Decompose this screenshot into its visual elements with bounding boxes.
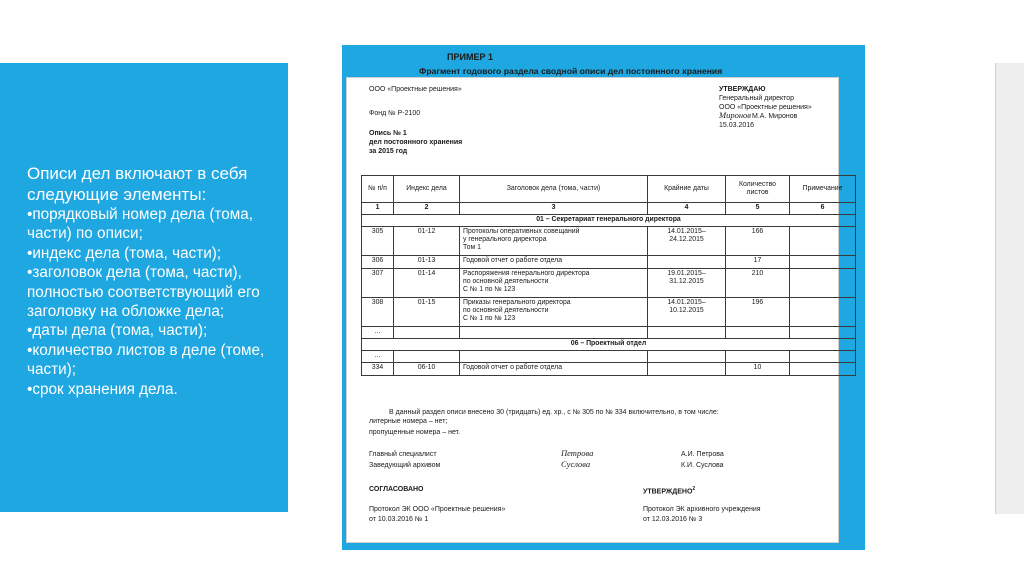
title-line: Распоряжения генерального директора <box>463 270 590 277</box>
signer-name: К.И. Суслова <box>681 462 724 469</box>
document-page <box>346 77 843 543</box>
cell-note <box>790 298 856 327</box>
column-number: 4 <box>648 203 726 215</box>
signer-signature: Петрова <box>561 448 594 458</box>
title-line: по основной деятельности <box>463 307 549 314</box>
header-number: № п/п <box>362 176 394 203</box>
table-row <box>362 363 856 376</box>
signer-position: Главный специалист <box>369 451 437 458</box>
cell-note <box>790 269 856 298</box>
approved-title-text: УТВЕРЖДЕНО <box>643 488 693 496</box>
example-label: ПРИМЕР 1 <box>447 52 493 62</box>
cell-empty <box>726 327 790 339</box>
header-title: Заголовок дела (тома, части) <box>460 176 648 203</box>
cell-sheets: 166 <box>726 227 790 256</box>
cell-empty <box>648 327 726 339</box>
list-item: •заголовок дела (тома, части), полностью соответствующий его заголовку на обложке дела; <box>27 264 260 321</box>
table-row <box>362 256 856 269</box>
table-row <box>362 269 856 298</box>
section-row <box>362 339 856 351</box>
cell-dates <box>648 227 726 256</box>
title-line: С № 1 по № 123 <box>463 286 516 293</box>
cell-ellipsis: ... <box>362 351 394 363</box>
date-line: 10.12.2015 <box>669 307 704 314</box>
cell-dates <box>648 269 726 298</box>
document-container <box>342 45 865 550</box>
header-note: Примечание <box>790 176 856 203</box>
cell-sheets: 196 <box>726 298 790 327</box>
signer-position: Заведующий архивом <box>369 462 441 469</box>
title-line: по основной деятельности <box>463 278 549 285</box>
cell-title: Годовой отчет о работе отдела <box>460 363 648 376</box>
approve-position: Генеральный директор <box>719 95 795 102</box>
header-index: Индекс дела <box>394 176 460 203</box>
cell-note <box>790 227 856 256</box>
approved-line: от 12.03.2016 № 3 <box>643 516 703 523</box>
cell-number: 306 <box>362 256 394 269</box>
right-decoration-bar <box>995 63 1024 514</box>
agreed-line: от 10.03.2016 № 1 <box>369 516 429 523</box>
cell-note <box>790 363 856 376</box>
cell-dates <box>648 363 726 376</box>
cell-index: 06-10 <box>394 363 460 376</box>
left-panel <box>0 63 288 512</box>
cell-index: 01-14 <box>394 269 460 298</box>
section-title: 01 – Секретариат генерального директора <box>362 215 856 227</box>
inventory-number: Опись № 1 <box>369 130 407 137</box>
cell-number: 308 <box>362 298 394 327</box>
approve-signature: Миронов <box>719 110 751 120</box>
cell-empty <box>726 351 790 363</box>
list-item: •индекс дела (тома, части); <box>27 244 222 262</box>
cell-sheets: 210 <box>726 269 790 298</box>
column-number: 6 <box>790 203 856 215</box>
section-row <box>362 215 856 227</box>
approve-org: ООО «Проектные решения» <box>719 104 812 111</box>
title-line: Приказы генерального директора <box>463 299 571 306</box>
title-line: Протоколы оперативных совещаний <box>463 228 580 235</box>
cell-index: 01-15 <box>394 298 460 327</box>
cell-ellipsis: ... <box>362 327 394 339</box>
header-sheets: Количество листов <box>726 176 790 203</box>
table-row-ellipsis <box>362 327 856 339</box>
title-line: Том 1 <box>463 244 481 251</box>
note-line: В данный раздел описи внесено 30 (тридцать) ед. хр., с № 305 по № 334 включительно, в том числе: <box>389 409 719 416</box>
cell-index: 01-12 <box>394 227 460 256</box>
cell-empty <box>394 351 460 363</box>
cell-title <box>460 269 648 298</box>
date-line: 14.01.2015– <box>667 299 706 306</box>
slide-text <box>27 163 272 399</box>
approve-name: М.А. Миронов <box>752 113 798 120</box>
table-row <box>362 227 856 256</box>
date-line: 14.01.2015– <box>667 228 706 235</box>
note-line: пропущенные номера – нет. <box>369 429 460 436</box>
cell-sheets: 10 <box>726 363 790 376</box>
title-line: у генерального директора <box>463 236 547 243</box>
cell-dates <box>648 298 726 327</box>
cell-empty <box>648 351 726 363</box>
column-number: 2 <box>394 203 460 215</box>
column-number: 3 <box>460 203 648 215</box>
cell-index: 01-13 <box>394 256 460 269</box>
signer-signature: Суслова <box>561 459 591 469</box>
approved-footnote: 2 <box>692 486 696 492</box>
approve-title: УТВЕРЖДАЮ <box>719 86 766 93</box>
inventory-type: дел постоянного хранения <box>369 139 463 146</box>
approved-title <box>643 485 695 496</box>
agreed-title: СОГЛАСОВАНО <box>369 486 424 493</box>
column-numbers-row <box>362 203 856 215</box>
list-item: •порядковый номер дела (тома, части) по описи; <box>27 206 254 243</box>
note-line: литерные номера – нет; <box>369 418 448 425</box>
title-line: С № 1 по № 123 <box>463 315 516 322</box>
cell-empty <box>790 351 856 363</box>
cell-title: Годовой отчет о работе отдела <box>460 256 648 269</box>
approve-date: 15.03.2016 <box>719 122 755 129</box>
cell-empty <box>460 351 648 363</box>
cell-number: 307 <box>362 269 394 298</box>
column-number: 5 <box>726 203 790 215</box>
list-item: •срок хранения дела. <box>27 380 178 398</box>
cell-dates <box>648 256 726 269</box>
cell-title <box>460 227 648 256</box>
inventory-table <box>361 175 856 376</box>
agreed-line: Протокол ЭК ООО «Проектные решения» <box>369 506 506 513</box>
cell-empty <box>460 327 648 339</box>
list-item: •количество листов в деле (томе, части); <box>27 341 265 379</box>
signer-name: А.И. Петрова <box>681 451 724 458</box>
cell-empty <box>394 327 460 339</box>
cell-number: 305 <box>362 227 394 256</box>
date-line: 31.12.2015 <box>669 278 704 285</box>
cell-number: 334 <box>362 363 394 376</box>
column-number: 1 <box>362 203 394 215</box>
list-item: •даты дела (тома, части); <box>27 322 208 340</box>
slide-heading: Описи дел включают в себя следующие элементы: <box>27 164 248 204</box>
cell-title <box>460 298 648 327</box>
date-line: 19.01.2015– <box>667 270 706 277</box>
section-title: 06 – Проектный отдел <box>362 339 856 351</box>
table-row-ellipsis <box>362 351 856 363</box>
table-row <box>362 298 856 327</box>
element-list <box>27 205 272 399</box>
cell-sheets: 17 <box>726 256 790 269</box>
inventory-year: за 2015 год <box>369 148 408 155</box>
header-dates: Крайние даты <box>648 176 726 203</box>
org-name: ООО «Проектные решения» <box>369 86 462 93</box>
cell-empty <box>790 327 856 339</box>
date-line: 24.12.2015 <box>669 236 704 243</box>
approved-line: Протокол ЭК архивного учреждения <box>643 506 761 513</box>
document-title: Фрагмент годового раздела сводной описи дел постоянного хранения <box>419 66 723 76</box>
cell-note <box>790 256 856 269</box>
fund-number: Фонд № Р-2100 <box>369 110 421 117</box>
